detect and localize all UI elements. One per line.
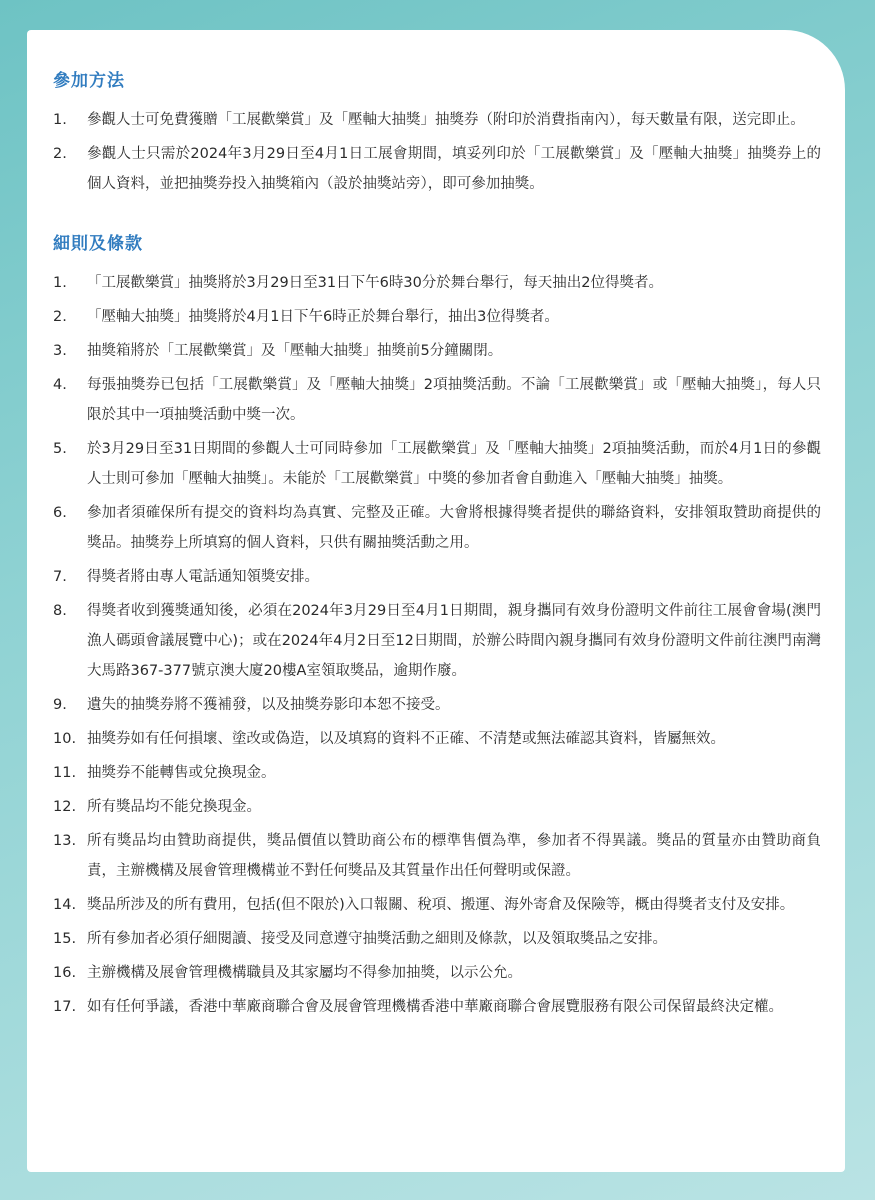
list-item: 4. 每張抽獎券已包括「工展歡樂賞」及「壓軸大抽獎」2項抽獎活動。不論「工展歡樂賞」或「壓軸大抽獎」，每人只限於其中一項抽獎活動中獎一次。	[53, 377, 821, 423]
list-item: 2. 「壓軸大抽獎」抽獎將於4月1日下午6時正於舞台舉行，抽出3位得獎者。	[53, 309, 559, 325]
item-list	[53, 105, 821, 199]
section-how-to-join	[53, 66, 821, 199]
list-item: 11. 抽獎券不能轉售或兌換現金。	[53, 765, 276, 781]
list-item: 7. 得獎者將由專人電話通知領獎安排。	[53, 569, 319, 585]
list-item: 3. 抽獎箱將於「工展歡樂賞」及「壓軸大抽獎」抽獎前5分鐘關閉。	[53, 343, 503, 359]
list-item: 1. 「工展歡樂賞」抽獎將於3月29日至31日下午6時30分於舞台舉行，每天抽出2位得獎者。	[53, 275, 664, 291]
list-item: 8. 得獎者收到獲獎通知後，必須在2024年3月29日至4月1日期間，親身攜同有效身份證明文件前往工展會會場(澳門漁人碼頭會議展覽中心)；或在2024年4月2日至12日期間，於辦公時間內親身攜同有效身份證明文件前往澳門南灣大馬路367-377號京澳大廈20樓A室領取獎品，逾期作廢。	[53, 603, 821, 679]
item-list	[53, 268, 821, 1022]
list-item: 2. 參觀人士只需於2024年3月29日至4月1日工展會期間，填妥列印於「工展歡樂賞」及「壓軸大抽獎」抽獎券上的個人資料，並把抽獎券投入抽獎箱內（設於抽獎站旁），即可參加抽獎。	[53, 146, 821, 192]
list-item: 17. 如有任何爭議，香港中華廠商聯合會及展會管理機構香港中華廠商聯合會展覽服務有限公司保留最終決定權。	[53, 999, 783, 1015]
list-item: 13. 所有獎品均由贊助商提供，獎品價值以贊助商公布的標準售價為準，參加者不得異議。獎品的質量亦由贊助商負責，主辦機構及展會管理機構並不對任何獎品及其質量作出任何聲明或保證。	[53, 833, 821, 879]
section-terms	[53, 229, 821, 1022]
list-item: 6. 參加者須確保所有提交的資料均為真實、完整及正確。大會將根據得獎者提供的聯絡資料，安排領取贊助商提供的獎品。抽獎券上所填寫的個人資料，只供有關抽獎活動之用。	[53, 505, 821, 551]
section-title: 參加方法	[53, 71, 125, 91]
list-item: 5. 於3月29日至31日期間的參觀人士可同時參加「工展歡樂賞」及「壓軸大抽獎」2項抽獎活動，而於4月1日的參觀人士則可參加「壓軸大抽獎」。未能於「工展歡樂賞」中獎的參加者會自動進入「壓軸大抽獎」抽獎。	[53, 441, 821, 487]
section-title: 細則及條款	[53, 234, 143, 254]
list-item: 14. 獎品所涉及的所有費用，包括(但不限於)入口報關、稅項、搬運、海外寄倉及保險等，概由得獎者支付及安排。	[53, 897, 795, 913]
list-item: 1. 參觀人士可免費獲贈「工展歡樂賞」及「壓軸大抽獎」抽獎券（附印於消費指南內），每天數量有限，送完即止。	[53, 112, 805, 128]
list-item: 16. 主辦機構及展會管理機構職員及其家屬均不得參加抽獎，以示公允。	[53, 965, 522, 981]
list-item: 9. 遺失的抽獎券將不獲補發，以及抽獎券影印本恕不接受。	[53, 697, 450, 713]
list-item: 12. 所有獎品均不能兌換現金。	[53, 799, 261, 815]
list-item: 10. 抽獎券如有任何損壞、塗改或偽造，以及填寫的資料不正確、不清楚或無法確認其資料，皆屬無效。	[53, 731, 725, 747]
list-item: 15. 所有參加者必須仔細閱讀、接受及同意遵守抽獎活動之細則及條款，以及領取獎品之安排。	[53, 931, 667, 947]
document-card	[27, 30, 845, 1172]
